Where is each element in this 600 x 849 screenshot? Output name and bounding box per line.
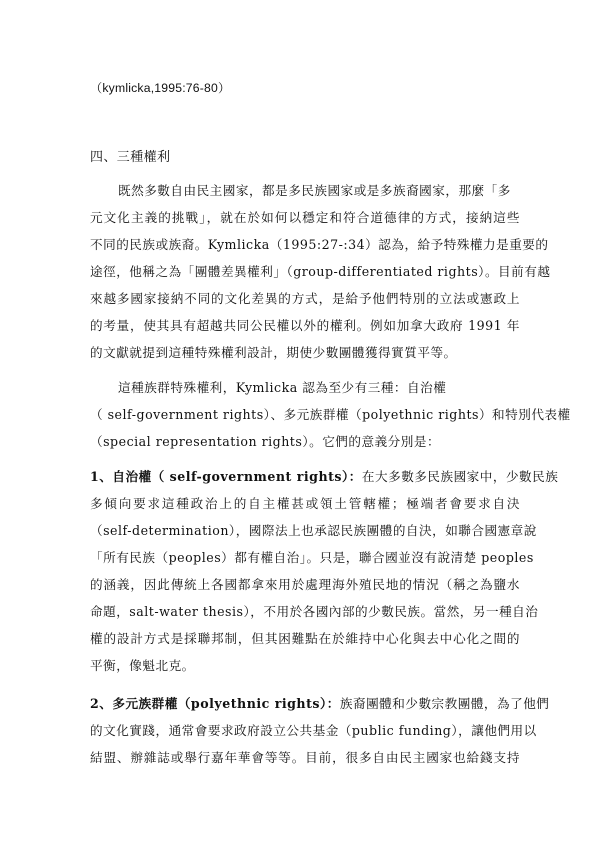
item-2-label: 2、多元族群權（polyethnic rights）： (90, 696, 340, 711)
item-1-line-5: 的涵義，因此傳統上各國都拿來用於處理海外殖民地的情況（稱之為鹽水 (90, 577, 520, 592)
paragraph-1-line-4: 途徑，他稱之為「團體差異權利」（group-differentiated rights）。目前有越 (90, 264, 551, 279)
item-2-text: 族裔團體和少數宗教團體，為了他們 (339, 696, 550, 711)
item-1-line-8: 平衡，像魁北克。 (90, 658, 195, 673)
item-1-line-7: 權的設計方式是採聯邦制，但其困難點在於維持中心化與去中心化之間的 (90, 631, 520, 646)
item-1-text: 在大多數多民族國家中，少數民族 (361, 469, 559, 484)
item-1-line-3: （self-determination），國際法上也承認民族團體的自決，如聯合國憲章說 (90, 523, 537, 538)
item-1-label: 1、自治權（ self-government rights）： (90, 469, 362, 484)
paragraph-2-line-1: 這種族群特殊權利，Kymlicka 認為至少有三種：自治權 (118, 380, 447, 395)
item-1-line-6: 命題，salt-water thesis），不用於各國內部的少數民族。當然，另一種自治 (90, 604, 539, 619)
paragraph-2-line-3: （special representation rights）。它們的意義分別是： (90, 434, 441, 449)
item-1-line-2: 多傾向要求這種政治上的自主權甚或領土管轄權；極端者會要求自決 (90, 496, 520, 511)
paragraph-1-line-6: 的考量，使其具有超越共同公民權以外的權利。例如加拿大政府 1991 年 (90, 318, 520, 333)
item-2-line-3: 結盟、辦雜誌或舉行嘉年華會等等。目前，很多自由民主國家也給錢支持 (90, 750, 520, 765)
item-1-line-1 (90, 469, 559, 485)
citation: （kymlicka,1995:76-80） (90, 81, 231, 95)
paragraph-1-line-3: 不同的民族或族裔。Kymlicka（1995:27-:34）認為，給予特殊權力是重要的 (90, 237, 549, 252)
paragraph-1-line-5: 來越多國家接納不同的文化差異的方式，是給予他們特別的立法或憲政上 (90, 291, 520, 306)
paragraph-1-line-7: 的文獻就提到這種特殊權利設計，期使少數團體獲得實質平等。 (90, 345, 457, 360)
paragraph-2-line-2: （ self-government rights）、多元族群權（polyethnic rights）和特別代表權 (90, 407, 571, 422)
item-2-line-1 (90, 696, 550, 712)
item-2-line-2: 的文化實踐，通常會要求政府設立公共基金（public funding），讓他們用以 (90, 723, 537, 738)
section-heading: 四、三種權利 (90, 150, 171, 165)
paragraph-1-line-2: 元文化主義的挑戰」，就在於如何以穩定和符合道德律的方式，接納這些 (90, 210, 520, 225)
paragraph-1-line-1: 既然多數自由民主國家，都是多民族國家或是多族裔國家，那麼「多 (118, 183, 511, 198)
item-1-line-4: 「所有民族（peoples）都有權自治」。只是，聯合國並沒有說清楚 peoples (90, 550, 534, 565)
